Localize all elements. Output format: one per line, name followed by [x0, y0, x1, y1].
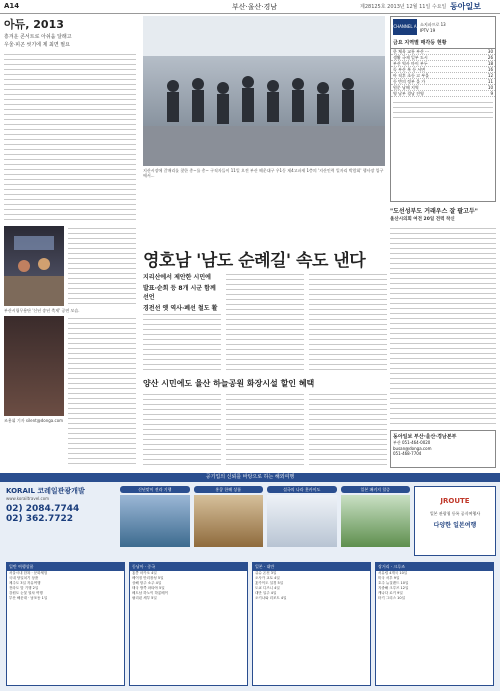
category-label: 일본 패키지 할증 [341, 486, 411, 493]
story2-body-col3 [309, 392, 387, 468]
tour-list-title: 일반 여행상품 [7, 563, 124, 571]
category-image [267, 495, 337, 547]
right-info-box [390, 16, 496, 202]
table-row: 영 남부 경남 진영 9 [393, 91, 493, 96]
list-item: 오사카 교토 4일 [255, 576, 280, 580]
table-row: 생활 국제 일부 도시 26 [393, 55, 493, 60]
korail-logo: KORAIL 코레일관광개발 [6, 487, 85, 495]
right-quote-sub: 울산시의회 여전 20일 전력 착신 [390, 217, 455, 222]
japan-brand-block [414, 486, 496, 556]
list-item: 캐나다 로키 9일 [378, 591, 403, 595]
category-label: 설국의 나라 홋카이도 [267, 486, 337, 493]
tour-list [375, 562, 494, 686]
list-item: 베이징 만리장성 5일 [132, 576, 164, 580]
badge-1: 소지파프로 13 [420, 21, 446, 27]
korail-phone-2: 02) 362.7722 [6, 514, 74, 524]
ad-product-lists [6, 562, 494, 686]
tour-list [6, 562, 125, 686]
table-row: 한 체육 교통 부산 ··· 30 [393, 49, 493, 54]
subhead-3: 경전선 옛 역사·폐선 철도 활 [143, 305, 218, 312]
bureau-title: 동아일보 부산·울산·경남본부 [393, 434, 457, 440]
category-image [194, 495, 264, 547]
category-label: 홍콩 한해 상품 [194, 486, 264, 493]
list-item: 전라도 맛 기행 2일 [9, 586, 39, 590]
channel-logo: CHANNEL A [393, 19, 417, 35]
list-item: 홍콩 마카오 4일 [132, 571, 157, 575]
bureau-line-1: 부산 051-464-0020 [393, 440, 431, 445]
left-column-body [4, 52, 136, 222]
tour-list-title: 동남아 · 중국 [130, 563, 247, 571]
japan-route-logo-icon: JROUTE [440, 497, 470, 505]
table-row: 독 부산 복 등 서면 16 [393, 67, 493, 72]
list-item: 지중해 크루즈 12일 [378, 586, 409, 590]
list-item: 미국 서부 9일 [378, 576, 400, 580]
main-photo-caption: 지산시장에 갈매리를 찾한 총∼를 총∼ 구직자들이 11일 오전 부산 해운대구 우1동 제4고파제 1층의 '지산인력 일자리 박람회' 행사장 입구에서... [143, 168, 384, 178]
category-card [267, 486, 337, 556]
section-title: 부산·울산·경남 [232, 3, 278, 11]
tour-list [252, 562, 371, 686]
list-item: 서유럽 4개국 10일 [378, 571, 408, 575]
right-quote: "도선성부도 거래우스 잘 팔고두" [390, 208, 478, 215]
main-headline: 영호남 '남도 순례길' 속도 낸다 [143, 251, 366, 271]
list-item: 제주도 3일 자유여행 [9, 581, 41, 585]
right-column-body [390, 226, 496, 426]
korail-phone-1: 02) 2084.7744 [6, 504, 80, 514]
bureau-line-2: busan@donga.com [393, 446, 432, 451]
tour-list-title: 장거리 · 크루즈 [376, 563, 493, 571]
story2-body-col2 [226, 392, 304, 468]
page-header [0, 0, 500, 14]
list-item: 국내 당일치기 상품 [9, 576, 39, 580]
list-item: 대만 일주 4일 [255, 591, 277, 595]
subhead-2: 발표·순회 등 8개 시군 함께 선언 [143, 285, 216, 301]
paper-logo: 동아일보 [450, 1, 481, 11]
badge-2: IPTV 19 [420, 27, 436, 33]
list-item: 부산 해운대 · 남포동 1일 [9, 596, 48, 600]
japan-brand-sub: 다양한 일본여행 [433, 522, 477, 529]
table-row: 부산 역사 마이 부두 18 [393, 61, 493, 66]
list-item: 오키나와 리조트 4일 [255, 596, 287, 600]
ad-band-title: 공기업의 신뢰를 바탕으로 하는 해외여행 [0, 473, 500, 482]
story2-body-col1 [143, 392, 221, 468]
tour-list [129, 562, 248, 686]
table-row: 아 직후 초등 고 부울 12 [393, 73, 493, 78]
category-image [341, 495, 411, 547]
list-item: 서울시내 한복 · 문화체험 [9, 571, 48, 575]
category-image [120, 495, 190, 547]
crowd-photo-icon [143, 16, 385, 166]
category-card [120, 486, 190, 556]
list-item: 베트남 하노이 하롱베이 [132, 591, 169, 595]
table-row: 원문 남해 지역 10 [393, 85, 493, 90]
left-photo [4, 226, 64, 306]
story1-body-col2 [226, 272, 304, 372]
list-item: 홋카이도 설경 5일 [255, 581, 284, 585]
category-card [341, 486, 411, 556]
list-item: 터키 그리스 10일 [378, 596, 405, 600]
list-item: 필리핀 세부 5일 [132, 596, 157, 600]
list-item: 도쿄 디즈니 4일 [255, 586, 280, 590]
left-column-body-3 [68, 316, 136, 466]
list-item: 상해 항주 소주 4일 [132, 581, 162, 585]
bureau-line-3: 051-468-7704 [393, 451, 422, 456]
list-item: 강원도 눈꽃 열차 여행 [9, 591, 43, 595]
subhead-1: 지리산에서 제안한 시민에 [143, 274, 211, 281]
left-photo-caption: 부산시립무용단 '신년 송년 축제' 공연 모습. [4, 308, 80, 313]
bureau-contact-box [390, 430, 496, 468]
korail-brand-block [6, 486, 116, 546]
left-column-body-2 [68, 226, 136, 306]
story1-body-col3 [309, 272, 387, 372]
list-item: 태국 방콕 파타야 5일 [132, 586, 165, 590]
right-box-title: 금요 지역별 매각등 현황 [391, 37, 495, 49]
main-photo [143, 16, 385, 166]
list-item: 호주 뉴질랜드 10일 [378, 581, 409, 585]
left-photo-2 [4, 316, 64, 416]
story1-body-col1 [143, 312, 221, 372]
left-column-subtitle: 흥겨운 콘서트로 아쉬움 달래고 우울·피곤 씻기에 제 최면 필요 [4, 34, 72, 48]
ad-categories [120, 486, 410, 556]
right-box-table [391, 49, 495, 97]
left-byline: 조용휘 기자 silent@donga.com [4, 418, 64, 423]
issue-date: 제28125호 2013년 12월 11일 수요일 [360, 4, 447, 10]
category-card [194, 486, 264, 556]
korail-url: www.korailtravel.com [6, 496, 50, 501]
japan-brand-text: 일본 관광청 등록 공식여행사 [429, 511, 481, 516]
table-row: 등 반의 정부 울 가 11 [393, 79, 493, 84]
page-number: A14 [4, 2, 20, 10]
stage-photo-icon [4, 226, 64, 306]
tour-list-title: 일본 · 대만 [253, 563, 370, 571]
left-column-title: 아듀, 2013 [4, 18, 64, 31]
story2-headline: 양산 시민에도 율산 하늘공원 화장시설 할인 혜택 [143, 379, 315, 388]
list-item: 큐슈 온천 3일 [255, 571, 277, 575]
category-label: 신년맞이 전라 기행 [120, 486, 190, 493]
right-box-notes [393, 100, 493, 122]
